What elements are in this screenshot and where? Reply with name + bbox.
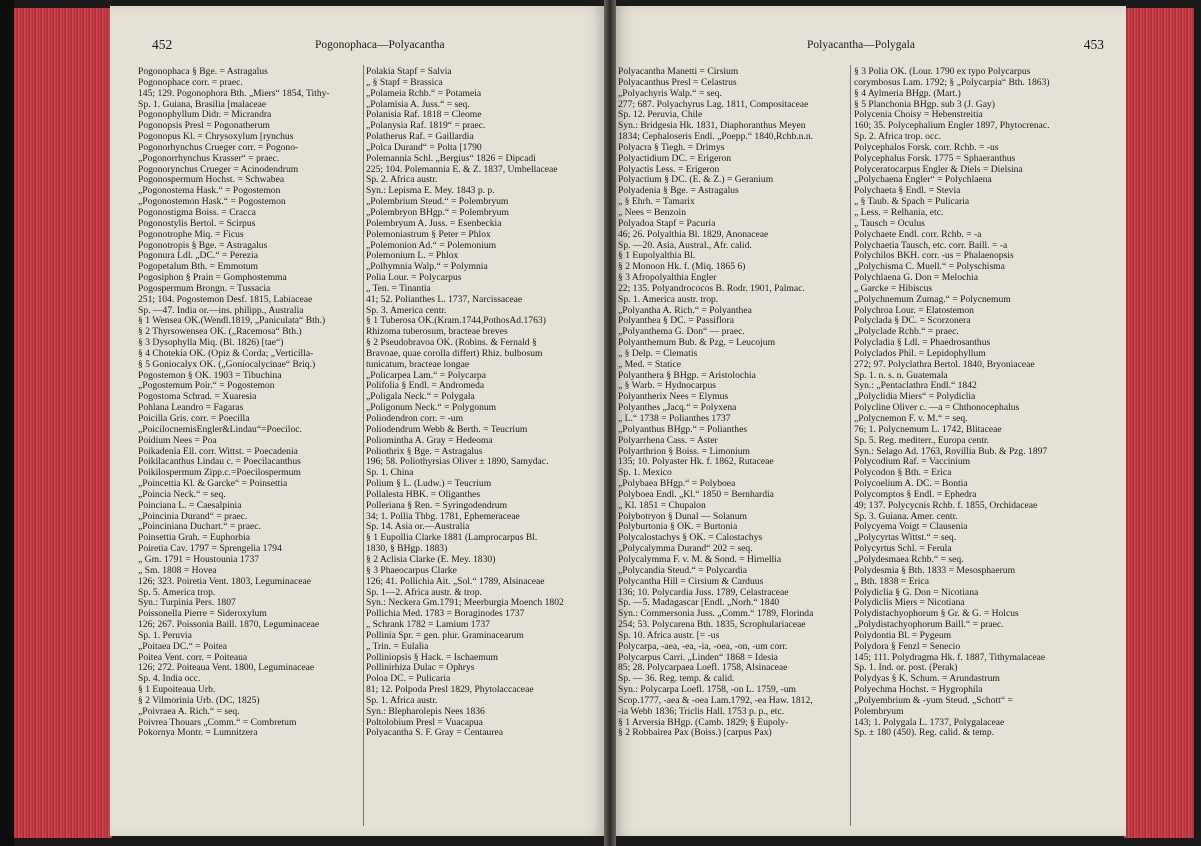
entry-line: § 5 Planchonia BHgp. sub 3 (J. Gay) (854, 99, 995, 110)
entry-line: Pogonophyllum Didr. = Micrandra (138, 110, 272, 121)
left-page (110, 6, 608, 836)
entry-line: Polifolia § Endl. = Andromeda (366, 381, 485, 392)
entry-line: Pollalesta HBK. = Oliganthes (366, 489, 481, 500)
entry-line: Polydontia Bl. = Pygeum (854, 630, 952, 641)
entry-line: Poinciana L. = Caesalpinia (138, 500, 242, 511)
entry-line: Polycalostachys § OK. = Calostachys (618, 533, 763, 544)
entry-line: Polychaeta § Endl. = Stevia (854, 186, 961, 197)
entry-line: 277; 687. Polyachyrus Lag. 1811, Compositaceae (618, 99, 809, 110)
entry-line: Polanisia Raf. 1818 = Cleome (366, 110, 482, 121)
entry-line: Polychroa Lour. = Elatostemon (854, 305, 974, 316)
entry-line: Polydiclis Miers = Nicotiana (854, 598, 965, 609)
entry-line: Polychilos BKH. corr. -us = Phalaenopsis (854, 251, 1014, 262)
entry-line: Poliodendrum Webb & Berth. = Teucrium (366, 424, 528, 435)
entry-line: § 1 Eupoiteaua Urb. (138, 685, 216, 696)
entry-line: 126; 272. Poiteaua Vent. 1800, Leguminaceae (138, 663, 315, 674)
right-column-2 (854, 67, 1116, 827)
entry-line: „ Trin. = Eulalia (366, 641, 429, 652)
entry-line: Pogonostylis Bertol. = Scirpus (138, 218, 256, 229)
entry-line: Polyacanthus Presl = Celastrus (618, 77, 737, 88)
entry-line: „ § Taub. & Spach = Pulicaria (854, 197, 970, 208)
entry-line: „ Gm. 1791 = Houstounia 1737 (138, 554, 260, 565)
entry-line: § 5 Goniocalyx OK. („Goniocalycinae“ Briq.) (138, 359, 316, 370)
entry-line: Sp. 14. Asia or.—Australia (366, 522, 470, 533)
entry-line: „Pogonostema Hask.“ = Pogostemon (138, 186, 281, 197)
entry-line: Pogonorhynchus Crueger corr. = Pogono- (138, 142, 299, 153)
entry-line: Polatherus Raf. = Gaillardia (366, 132, 474, 143)
entry-line: Poltolobium Presl = Vuacapua (366, 717, 483, 728)
entry-line: „ § Delp. = Clematis (618, 348, 698, 359)
entry-line: Sp. 1. n. s. n. Guatemala (854, 370, 948, 381)
entry-line: Polybotryon § Dunal — Solanum (618, 511, 747, 522)
entry-line: „Pogonostemon Hask.“ = Pogostemon (138, 197, 286, 208)
right-page-number: 453 (1083, 37, 1104, 52)
entry-line: Polydyas § K. Schum. = Arundastrum (854, 674, 1000, 685)
entry-line: Sp. 10. Africa austr. [= -us (618, 630, 720, 641)
entry-line: Sp. 1. Guiana, Brasilia [malaceae (138, 99, 267, 110)
entry-line: 34; 1. Pollia Thbg. 1781, Ephemeraceae (366, 511, 520, 522)
entry-line: Polyactium § DC. (E. & Z.) = Geranium (618, 175, 774, 186)
entry-line: Sp. —20. Asia, Austral., Afr. calid. (618, 240, 752, 251)
entry-line: 81; 12. Polpoda Presl 1829, Phytolaccaceae (366, 685, 534, 696)
entry-line: „Polameia Rchb.“ = Potameia (366, 88, 482, 99)
entry-line: Polycantha Hill = Cirsium & Carduus (618, 576, 764, 587)
entry-line: Poloa DC. = Pulicaria (366, 674, 451, 685)
entry-line: Sp. 1. Peruvia (138, 630, 192, 641)
entry-line: Syn.: Polycarpa Loefl. 1758, -on L. 1759, -um (618, 685, 796, 696)
entry-line: Pogonura Ldl. „DC.“ = Perezia (138, 251, 258, 262)
entry-line: „ Schrank 1782 = Lamium 1737 (366, 620, 490, 631)
entry-line: 49; 137. Polycycnis Rchb. f. 1855, Orchidaceae (854, 500, 1038, 511)
entry-line: Pogonopus Kl. = Chrysoxylum [rynchus (138, 132, 294, 143)
entry-line: 272; 97. Polyclathra Bertol. 1840, Bryoniaceae (854, 359, 1035, 370)
entry-line: Pogonophace corr. = praec. (138, 77, 243, 88)
entry-line: „Polyclade Rchb.“ = praec. (854, 327, 959, 338)
left-page-header (110, 39, 608, 55)
entry-line: Poiretia Cav. 1797 = Sprengelia 1794 (138, 544, 282, 555)
entry-line: Polyactidium DC. = Erigeron (618, 153, 732, 164)
entry-line: § 2 Vilmorinia Urb. (DC. 1825) (138, 695, 260, 706)
entry-line: Polembryum A. Juss. = Esenbeckia (366, 218, 502, 229)
entry-line: „Polybaea BHgp.“ = Polyboea (618, 479, 736, 490)
entry-line: „ Ten. = Tinantia (366, 283, 431, 294)
entry-line: 85; 28. Polycarpaea Loefl. 1758, Alsinaceae (618, 663, 788, 674)
entry-line: „Polembryon BHgp.“ = Polembryum (366, 207, 509, 218)
entry-line: Sp. —47. India or.—ins. philipp., Australia (138, 305, 304, 316)
entry-line: „Polycalymma Durand“ 202 = seq. (618, 544, 753, 555)
entry-line: Sp. 1. Africa austr. (366, 695, 438, 706)
entry-line: Pohlana Leandro = Fagaras (138, 403, 244, 414)
entry-line: Polydora § Fenzl = Senecio (854, 641, 961, 652)
entry-line: Polyclados Phil. = Lepidophyllum (854, 348, 986, 359)
column-divider (363, 65, 364, 826)
left-running-head: Pogonophaca—Polyacantha (315, 39, 445, 51)
entry-line: 135; 10. Polyaster Hk. f. 1862, Rutaceae (618, 457, 774, 468)
entry-line: Polium § L. (Ludw.) = Teucrium (366, 479, 492, 490)
entry-line: Bravoae, quae corolla differt) Rhiz. bulbosum (366, 348, 543, 359)
entry-line: Polia Lour. = Polycarpus (366, 273, 462, 284)
entry-line: Polycoelium A. DC. = Bontia (854, 479, 968, 490)
entry-line: Polycephalos Forsk. corr. Rchb. = -us (854, 142, 999, 153)
right-column-1 (618, 67, 848, 827)
entry-line: „Poinciniana Duchart.“ = praec. (138, 522, 261, 533)
entry-line: Polydesmia § Bth. 1833 = Mesosphaerum (854, 565, 1016, 576)
entry-line: Sp. 1. Mexico (618, 468, 672, 479)
entry-line: „Polemonion Ad.“ = Polemonium (366, 240, 497, 251)
entry-line: Syn.: Blepharolepis Nees 1836 (366, 706, 485, 717)
entry-line: „Polyachyris Walp.“ = seq. (618, 88, 722, 99)
entry-line: Poikilacanthus Lindau c. = Poecilacanthus (138, 457, 301, 468)
entry-line: 1830, § BHgp. 1883) (366, 544, 448, 555)
entry-line: Syn.: „Pentaclathra Endl.“ 1842 (854, 381, 977, 392)
entry-line: Polliniopsis § Hack. = Ischaemum (366, 652, 498, 663)
entry-line: Polycephalus Forsk. 1775 = Sphaeranthus (854, 153, 1016, 164)
entry-line: „PoicilocnemisEngler&Lindau“=Poeciloc. (138, 424, 302, 435)
entry-line: „Pogostemum Poir.“ = Pogostemon (138, 381, 275, 392)
entry-line: Poliothrix § Bge. = Astragalus (366, 446, 483, 457)
entry-line: „Poligonum Neck.“ = Polygonum (366, 403, 497, 414)
entry-line: 251; 104. Pogostemon Desf. 1815, Labiaceae (138, 294, 313, 305)
entry-line: Polycarpus Carri. „Linden“ 1868 = Idesia (618, 652, 778, 663)
entry-line: tunicatum, bracteae longae (366, 359, 470, 370)
entry-line: Poicilla Gris. corr. = Poecilla (138, 414, 250, 424)
entry-line: „ § Stapf = Brassica (366, 77, 443, 88)
entry-line: Polychlaena G. Don = Melochia (854, 273, 978, 284)
entry-line: 22; 135. Polyandrococos B. Rodr. 1901, Palmac. (618, 283, 805, 294)
entry-line: „Polyembrium & -yum Steud. „Schott“ = (854, 695, 1013, 706)
entry-line: -ia Webb 1836; Triclis Hall. 1753 p. p., etc. (618, 706, 785, 717)
page-stack-left (14, 8, 112, 838)
entry-line: „Polyanthus BHgp.“ = Polianthes (618, 424, 748, 435)
entry-line: § 2 Monoon Hk. f. (Miq. 1865 6) (618, 262, 746, 273)
entry-line: Polychaete Endl. corr. Rchb. = -a (854, 229, 982, 240)
entry-line: Polycomptos § Endl. = Ephedra (854, 489, 977, 500)
entry-line: „Polca Durand“ = Polta [1790 (366, 142, 482, 153)
entry-line: Polyadenia § Bge. = Astragalus (618, 186, 739, 197)
entry-line: § 4 Chotekia OK. (Opiz & Corda; „Verticilla- (138, 348, 314, 359)
entry-line: Poitea Vent. corr. = Poiteaua (138, 652, 248, 663)
entry-line: Poikadenia Ell. corr. Wittst. = Poecadenia (138, 446, 298, 457)
entry-line: Polyacantha S. F. Gray = Centaurea (366, 728, 504, 739)
entry-line: „Pogonorrhynchus Krasser“ = praec. (138, 153, 280, 164)
entry-line: „Poincettia Kl. & Garcke“ = Poinsettia (138, 479, 288, 490)
entry-line: § 2 Aclisia Clarke (E. Mey. 1830) (366, 554, 496, 565)
entry-line: 254; 53. Polycarena Bth. 1835, Scrophulariaceae (618, 620, 806, 631)
entry-line: Pokornya Montr. = Lumnitzera (138, 728, 258, 739)
entry-line: „Poivraea A. Rich.“ = seq. (138, 706, 240, 717)
entry-line: Sp. 4. India occ. (138, 674, 201, 685)
entry-line: Sp. 1—2. Africa austr. & trop. (366, 587, 482, 598)
entry-line: „Polamisia A. Juss.“ = seq. (366, 99, 470, 110)
entry-line: Pogosiphon § Prain = Gomphostemma (138, 273, 287, 284)
entry-line: Polyanthea § DC. = Passiflora (618, 316, 734, 327)
entry-line: § 1 Wensea OK.(Wendl.1819, „Paniculata“ Bth.) (138, 316, 326, 327)
entry-line: § 3 Dysophylla Miq. (Bl. 1826) [tae“) (138, 338, 284, 349)
entry-line: Polyacra § Tiegh. = Drimys (618, 142, 725, 153)
entry-line: Syn.: Bridgesia Hk. 1831, Diaphoranthus Meyen (618, 121, 806, 132)
entry-line: 41; 52. Polianthes L. 1737, Narcissaceae (366, 294, 523, 305)
entry-line: Polyceratocarpus Engler & Diels = Dielsina (854, 164, 1023, 175)
entry-line: § 1 Eupolyalthia Bl. (618, 251, 696, 262)
entry-line: 126; 41. Pollichia Ait. „Sol.“ 1789, Alsinaceae (366, 576, 545, 587)
entry-line: Sp. 5. Reg. mediterr., Europa centr. (854, 435, 990, 446)
entry-line: Syn.: Commersonia Juss. „Comm.“ 1789, Florinda (618, 609, 814, 620)
right-page (612, 6, 1126, 836)
entry-line: „Polembrium Steud.“ = Polembryum (366, 197, 509, 208)
entry-line: 145; 111. Polydragma Hk. f. 1887, Tithymalaceae (854, 652, 1046, 663)
entry-line: 46; 26. Polyalthia Bl. 1829, Anonaceae (618, 229, 769, 240)
entry-line: Sp. ± 180 (450). Reg. calid. & temp. (854, 728, 995, 739)
entry-line: „ Less. = Relhania, etc. (854, 207, 944, 218)
entry-line: 160; 35. Polycephalium Engler 1897, Phytocrenac. (854, 121, 1050, 132)
entry-line: Syn.: Neckera Gm.1791; Meerburgia Moench 1802 (366, 598, 564, 609)
entry-line: Polycodon § Bth. = Erica (854, 468, 952, 479)
entry-line: Poliomintha A. Gray = Hedeoma (366, 435, 493, 446)
entry-line: Polycalymma F. v. M. & Sond. = Hirnellia (618, 554, 782, 565)
entry-line: „Polychisma C. Muell.“ = Polyschisma (854, 262, 1005, 273)
entry-line: § 2 Robbairea Pax (Boiss.) [carpus Pax) (618, 728, 772, 739)
entry-line: Polycodium Raf. = Vaccinium (854, 457, 971, 468)
entry-line: Pogonorynchus Crueger = Acinodendrum (138, 164, 299, 175)
entry-line: Sp. — 36. Reg. temp. & calid. (618, 674, 735, 685)
book-gutter (604, 0, 616, 846)
entry-line: Polembryum (854, 706, 904, 717)
entry-line: „Poincia Neck.“ = seq. (138, 489, 226, 500)
entry-line: Polycenia Choisy = Hebenstreitia (854, 110, 983, 121)
entry-line: § 4 Aylmeria BHgp. (Mart.) (854, 88, 961, 99)
page-stack-right (1124, 8, 1194, 838)
entry-line: Sp. 3. Guiana. Amer. centr. (854, 511, 958, 522)
entry-line: Polydiclia § G. Don = Nicotiana (854, 587, 979, 598)
entry-line: Polakia Stapf = Salvia (366, 67, 452, 77)
entry-line: Polyarrhena Cass. = Aster (618, 435, 718, 446)
entry-line: Polemonium L. = Phlox (366, 251, 459, 262)
entry-line: Poikilospermum Zipp.c.=Poecilospermum (138, 468, 301, 479)
entry-line: Sp. 1. America austr. trop. (618, 294, 719, 305)
entry-line: „Policarpea Lam.“ = Polycarpa (366, 370, 486, 381)
entry-line: „Poligala Neck.“ = Polygala (366, 392, 475, 403)
entry-line: 76; 1. Polycnemum L. 1742, Blitaceae (854, 424, 1002, 435)
entry-line: „Polychnemum Zumag.“ = Polycnemum (854, 294, 1011, 305)
entry-line: „Polhymnia Walp.“ = Polymnia (366, 262, 488, 273)
entry-line: „ Garcke = Hibiscus (854, 283, 933, 294)
entry-line: Polyarthrion § Boiss. = Limonium (618, 446, 750, 457)
entry-line: „Polyanthema G. Don“ — praec. (618, 327, 745, 338)
entry-line: § 3 Polia OK. (Lour. 1790 ex typo Polycarpus (854, 67, 1031, 77)
entry-line: § 1 Arversia BHgp. (Camb. 1829; § Eupoly- (618, 717, 789, 728)
entry-line: Pogonotropis § Bge. = Astragalus (138, 240, 268, 251)
entry-line: Syn.: Lepisma E. Mey. 1843 p. p. (366, 186, 495, 197)
entry-line: 1834; Cephaloseris Endl. „Poepp.“ 1840,Rchb.n.n. (618, 132, 814, 143)
entry-line: „Polycyrtas Wittst.“ = seq. (854, 533, 957, 544)
entry-line: „Polycandia Steud.“ = Polycardia (618, 565, 748, 576)
entry-line: Pollinia Spr. = gen. plur. Graminacearum (366, 630, 524, 641)
entry-line: Pogostoma Schrad. = Xuaresia (138, 392, 257, 403)
left-column-2 (366, 67, 596, 827)
entry-line: Scop.1777, -aea & -oea Lam.1792, -ea Haw. 1812, (618, 695, 813, 706)
entry-line: Polyadoa Stapf = Pacuria (618, 218, 716, 229)
entry-line: § 2 Thyrsowensea OK. („Racemosa“ Bth.) (138, 327, 302, 338)
entry-line: 145; 129. Pogonophora Bth. „Miers“ 1854, Tithy- (138, 88, 330, 99)
entry-line: Pogonostigma Boiss. = Cracca (138, 207, 256, 218)
entry-line: Polleriana § Ren. = Syringodendrum (366, 500, 508, 511)
entry-line: 126; 323. Poiretia Vent. 1803, Leguminaceae (138, 576, 312, 587)
entry-line: Polyanthes „Jacq.“ = Polyxena (618, 403, 737, 414)
entry-line: „ Kl. 1851 = Chupalon (618, 500, 706, 511)
entry-line: § 3 Afropolyalthia Engler (618, 273, 717, 284)
entry-line: Pogopetalum Bth. = Emmotum (138, 262, 259, 273)
entry-line: „ L.“ 1738 = Polianthes 1737 (618, 414, 731, 424)
entry-line: Rhizoma tuberosum, bracteae breves (366, 327, 508, 338)
entry-line: „ Med. = Statice (618, 359, 681, 370)
entry-line: Polyanthemum Bub. & Pzg. = Leucojum (618, 338, 776, 349)
entry-line: Pogospermum Brongn. = Tussacia (138, 283, 271, 294)
entry-line: Sp. 1. Ind. or. post. (Perak) (854, 663, 958, 674)
left-page-number: 452 (152, 37, 173, 52)
entry-line: 196; 58. Poliothyrsias Oliver ± 1890, Samydac. (366, 457, 549, 468)
entry-line: § 3 Phaeocarpus Clarke (366, 565, 457, 576)
entry-line: corymbosus Lam. 1792; § „Polycarpia“ Bth. 1863) (854, 77, 1050, 88)
entry-line: Poinsettia Grah. = Euphorbia (138, 533, 250, 544)
entry-line: Sp. 1. China (366, 468, 414, 479)
entry-line: Polyboea Endl. „Kl.“ 1850 = Bernhardia (618, 489, 774, 500)
entry-line: „Poitaea DC.“ = Poitea (138, 641, 228, 652)
right-running-head: Polyacantha—Polygala (807, 39, 915, 51)
entry-line: Polydistachyophorum § Gr. & G. = Holcus (854, 609, 1019, 620)
entry-line: „Polyantha A. Rich.“ = Polyanthea (618, 305, 752, 316)
entry-line: Poliodendron corr. = -um (366, 414, 464, 424)
entry-line: „ Sm. 1808 = Hovea (138, 565, 217, 576)
entry-line: Polyechma Hochst. = Hygrophila (854, 685, 983, 696)
entry-line: „Polydistachyophorum Baill.“ = praec. (854, 620, 1004, 631)
right-page-header (612, 39, 1126, 55)
entry-line: 126; 267. Poissonia Baill. 1870, Leguminaceae (138, 620, 320, 631)
entry-line: Polyactis Less. = Erigeron (618, 164, 720, 175)
entry-line: Polycladia § Ldl. = Phaedrosanthus (854, 338, 991, 349)
entry-line: „ Bth. 1838 = Erica (854, 576, 929, 587)
entry-line: Pollinirhiza Dulac = Ophrys (366, 663, 475, 674)
entry-line: „Polydesmaea Rchb.“ = seq. (854, 554, 964, 565)
column-divider (850, 65, 851, 826)
entry-line: § 1 Tuberosa OK.(Kram.1744,PothosAd.1763) (366, 316, 546, 327)
entry-line: Polyacantha Manetti = Cirsium (618, 67, 739, 77)
entry-line: § 2 Pseudobravoa OK. (Robins. & Fernald § (366, 338, 537, 349)
entry-line: 225; 104. Polemannia E. & Z. 1837, Umbellaceae (366, 164, 558, 175)
entry-line: Pogonospermum Hochst. = Schwabea (138, 175, 285, 186)
book-edge-left (0, 0, 14, 846)
entry-line: „ Tausch = Oculus (854, 218, 925, 229)
entry-line: Sp. 3. America centr. (366, 305, 447, 316)
entry-line: Pogonopsis Presl = Pogonatherum (138, 121, 270, 132)
left-column-1 (138, 67, 362, 827)
entry-line: Polyantherix Nees = Elymus (618, 392, 729, 403)
entry-line: 136; 10. Polycardia Juss. 1789, Celastraceae (618, 587, 789, 598)
entry-line: 143; 1. Polygala L. 1737, Polygalaceae (854, 717, 1005, 728)
entry-line: Pogonophaca § Bge. = Astragalus (138, 67, 268, 77)
entry-line: Pogonotrophe Miq. = Ficus (138, 229, 244, 240)
entry-line: Sp. 5. America trop. (138, 587, 216, 598)
entry-line: Polycarpa, -aea, -ea, -ia, -oea, -on, -um corr. (618, 641, 788, 652)
entry-line: Sp. 2. Africa austr. (366, 175, 438, 186)
entry-line: Sp. —5. Madagascar [Endl. „Norh.“ 1840 (618, 598, 780, 609)
entry-line: „Poincinia Durand“ = praec. (138, 511, 248, 522)
entry-line: Polycyema Voigt = Clausenia (854, 522, 968, 533)
entry-line: Polychaetia Tausch, etc. corr. Baill. = -a (854, 240, 1008, 251)
entry-line: „Polycnemon F. v. M.“ = seq. (854, 414, 968, 424)
entry-line: „Polanysia Raf. 1819“ = praec. (366, 121, 486, 132)
entry-line: Polemoniastrum § Peter = Phlox (366, 229, 491, 240)
entry-line: „Polychaena Engler“ = Polychlaena (854, 175, 992, 186)
entry-line: Sp. 2. Africa trop. occ. (854, 132, 941, 143)
entry-line: Polycyrtus Schl. = Ferula (854, 544, 952, 555)
entry-line: § 1 Eupollia Clarke 1881 (Lamprocarpus Bl. (366, 533, 538, 544)
entry-line: „Polyclidia Miers“ = Polydiclia (854, 392, 976, 403)
entry-line: Polyanthera § BHgp. = Aristolochia (618, 370, 756, 381)
entry-line: Polycline Oliver c. —a = Chthonocephalus (854, 403, 1020, 414)
entry-line: „ § Warb. = Hydnocarpus (618, 381, 716, 392)
entry-line: Poivrea Thouars „Comm.“ = Combretum (138, 717, 297, 728)
entry-line: „ § Ehrh. = Tamarix (618, 197, 695, 208)
entry-line: Syn.: Selago Ad. 1763, Rovillia Bub. & Pzg. 1897 (854, 446, 1048, 457)
entry-line: Polyclada § DC. = Scorzonera (854, 316, 971, 327)
entry-line: Polemannia Schl. „Bergius“ 1826 = Dipcadi (366, 153, 536, 164)
entry-line: Poissonella Pierre = Sideroxylum (138, 609, 267, 620)
entry-line: Sp. 12. Peruvia, Chile (618, 110, 703, 121)
entry-line: Poidium Nees = Poa (138, 435, 217, 446)
entry-line: Pollichia Med. 1783 = Boraginodes 1737 (366, 609, 525, 620)
entry-line: Syn.: Turpinia Pers. 1807 (138, 598, 236, 609)
entry-line: „ Nees = Benzoin (618, 207, 687, 218)
entry-line: Polyburtonia § OK. = Burtonia (618, 522, 738, 533)
entry-line: Pogostemon § OK. 1903 = Tibuchina (138, 370, 282, 381)
